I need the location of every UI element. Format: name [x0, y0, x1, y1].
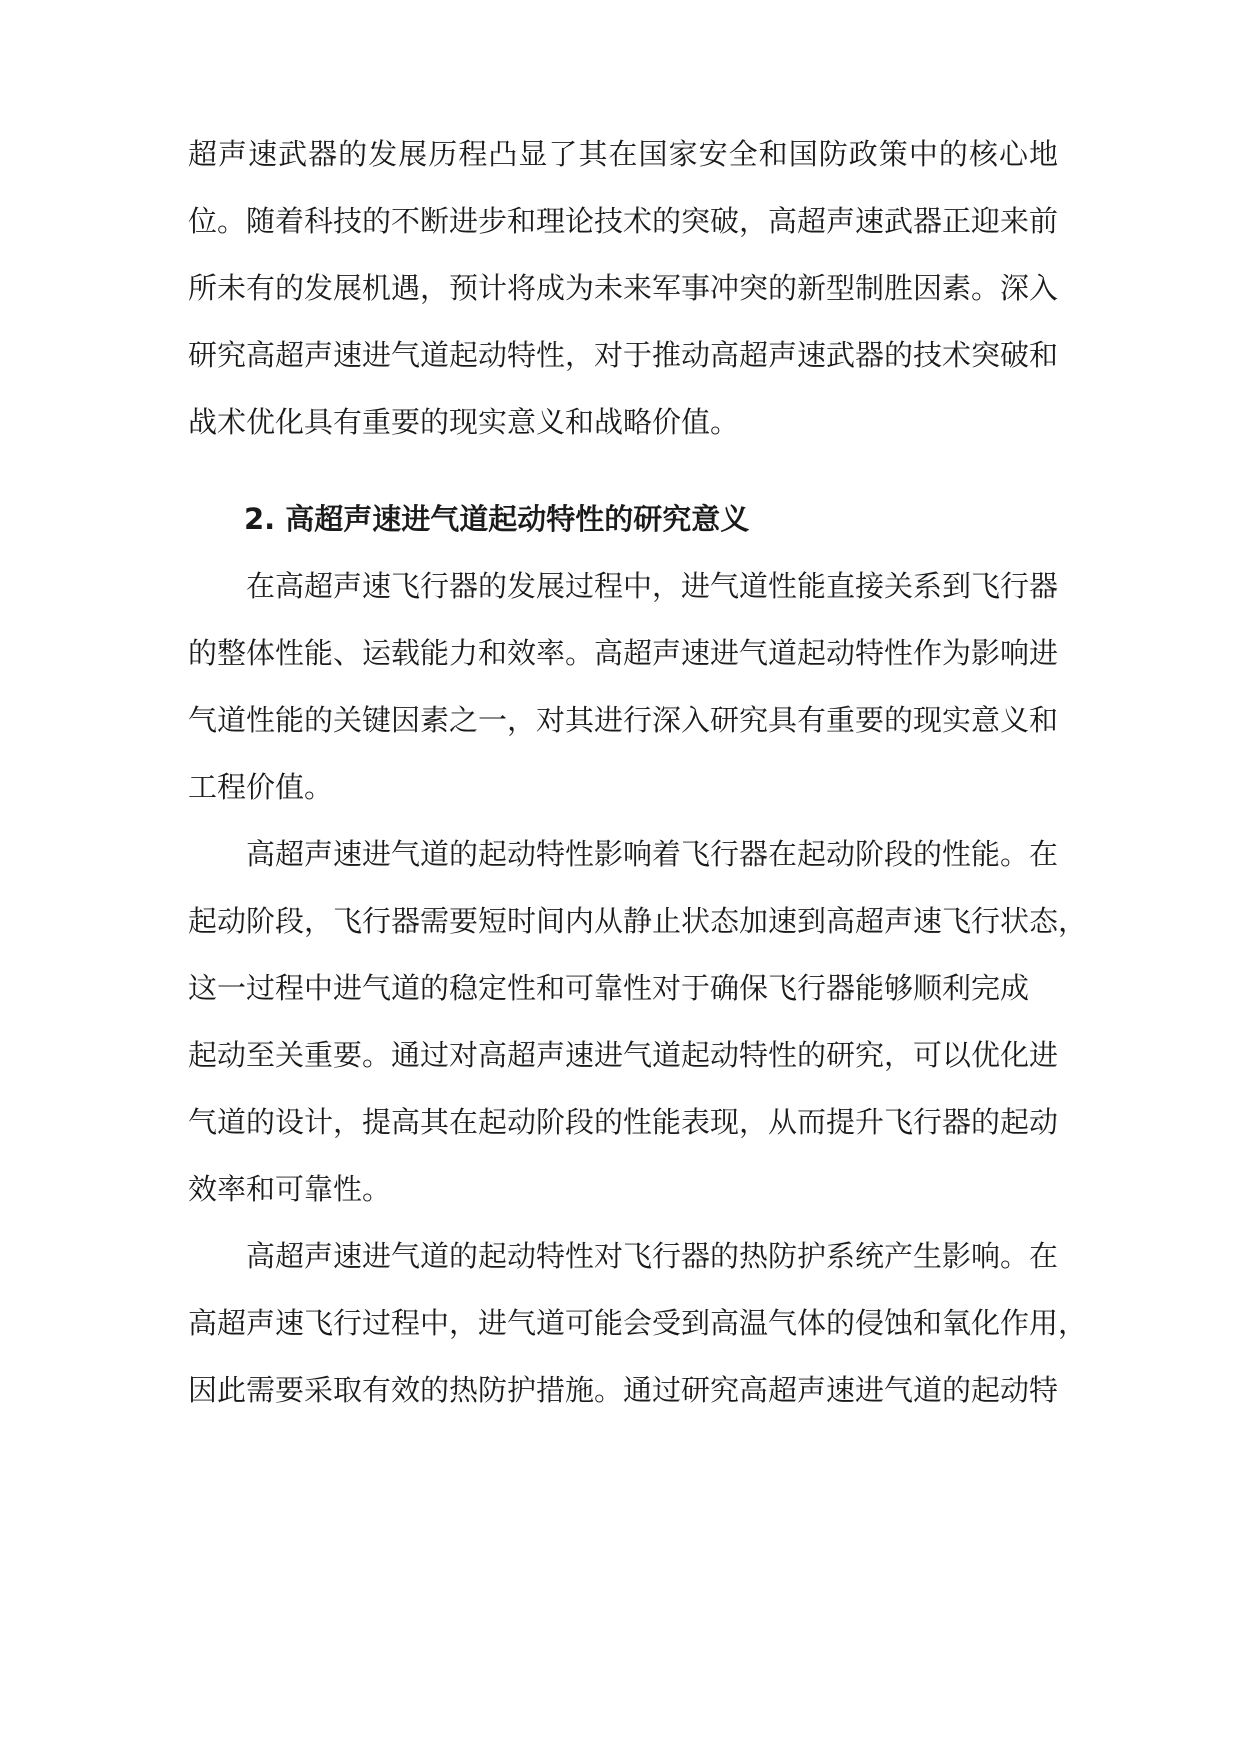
paragraph-line: 这一过程中进气道的稳定性和可靠性对于确保飞行器能够顺利完成 — [188, 971, 1030, 1005]
paragraph-line: 起动至关重要。通过对高超声速进气道起动特性的研究，可以优化进 — [188, 1038, 1059, 1072]
paragraph-line: 气道的设计，提高其在起动阶段的性能表现，从而提升飞行器的起动 — [188, 1105, 1059, 1139]
paragraph-line: 所未有的发展机遇，预计将成为未来军事冲突的新型制胜因素。深入 — [188, 271, 1059, 305]
paragraph-line: 起动阶段，飞行器需要短时间内从静止状态加速到高超声速飞行状态， — [188, 904, 1088, 938]
paragraph-line: 工程价值。 — [188, 770, 334, 804]
section-heading: 2. 高超声速进气道起动特性的研究意义 — [244, 502, 750, 536]
paragraph-line: 研究高超声速进气道起动特性，对于推动高超声速武器的技术突破和 — [188, 338, 1059, 372]
paragraph-line: 的整体性能、运载能力和效率。高超声速进气道起动特性作为影响进 — [188, 636, 1059, 670]
paragraph-line: 超声速武器的发展历程凸显了其在国家安全和国防政策中的核心地 — [188, 137, 1058, 171]
paragraph-line: 战术优化具有重要的现实意义和战略价值。 — [188, 405, 740, 439]
paragraph-line: 效率和可靠性。 — [188, 1172, 392, 1206]
paragraph-line: 在高超声速飞行器的发展过程中，进气道性能直接关系到飞行器 — [246, 569, 1059, 603]
paragraph-line: 高超声速进气道的起动特性影响着飞行器在起动阶段的性能。在 — [246, 837, 1059, 871]
paragraph-line: 位。随着科技的不断进步和理论技术的突破，高超声速武器正迎来前 — [188, 204, 1059, 238]
paragraph-line: 气道性能的关键因素之一，对其进行深入研究具有重要的现实意义和 — [188, 703, 1059, 737]
paragraph-line: 高超声速飞行过程中，进气道可能会受到高温气体的侵蚀和氧化作用， — [188, 1306, 1088, 1340]
paragraph-line: 高超声速进气道的起动特性对飞行器的热防护系统产生影响。在 — [246, 1239, 1059, 1273]
paragraph-line: 因此需要采取有效的热防护措施。通过研究高超声速进气道的起动特 — [188, 1373, 1059, 1407]
